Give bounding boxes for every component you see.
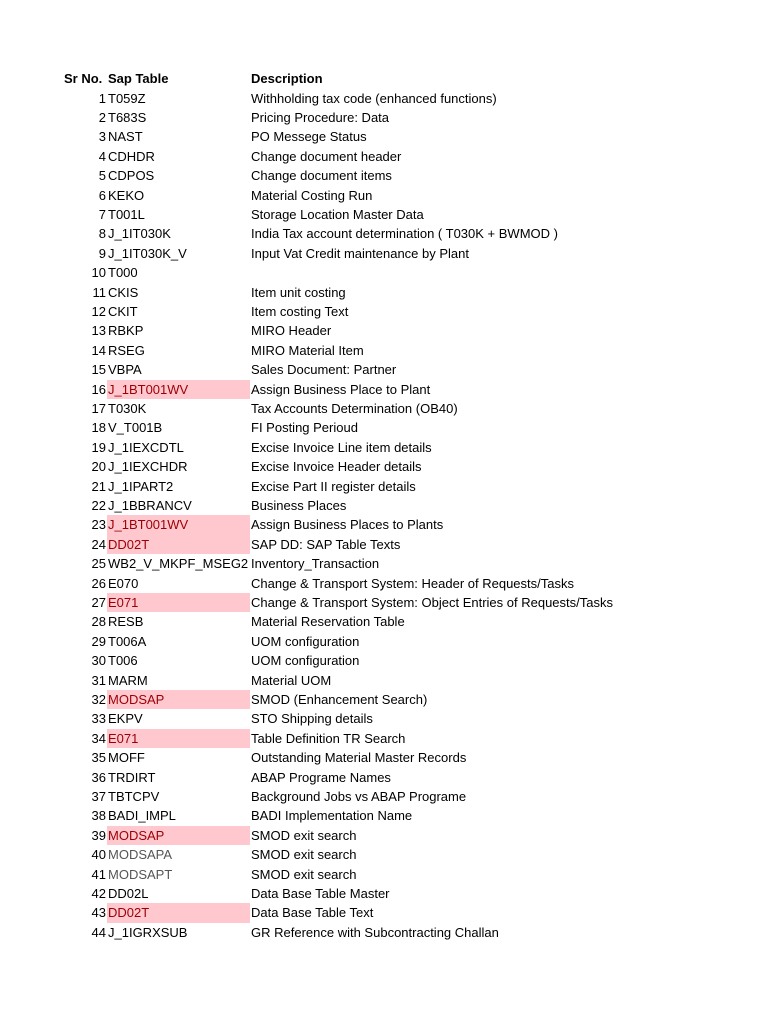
- row-sap-table: CKIS: [108, 284, 139, 300]
- table-row: [0, 147, 768, 166]
- row-sr-no: 16: [91, 381, 106, 397]
- row-description: PO Messege Status: [251, 129, 367, 145]
- row-description: Excise Invoice Header details: [251, 459, 422, 475]
- row-description: SMOD exit search: [251, 827, 357, 843]
- row-sr-no: 35: [91, 750, 106, 766]
- row-sap-table: EKPV: [108, 711, 143, 727]
- row-description: Material Costing Run: [251, 187, 373, 203]
- row-sr-no: 28: [91, 614, 106, 630]
- row-sap-table: T059Z: [108, 90, 146, 106]
- table-row: [0, 477, 768, 496]
- row-description: Inventory_Transaction: [251, 556, 380, 572]
- row-sr-no: 3: [98, 129, 106, 145]
- row-sap-table: T000: [108, 265, 138, 281]
- row-sap-table: V_T001B: [108, 420, 163, 436]
- row-sr-no: 19: [91, 439, 106, 455]
- table-row: [0, 632, 768, 651]
- row-sr-no: 32: [91, 691, 106, 707]
- row-description: Assign Business Places to Plants: [251, 517, 444, 533]
- row-sr-no: 26: [91, 575, 106, 591]
- row-sr-no: 21: [91, 478, 106, 494]
- table-row: [0, 496, 768, 515]
- row-sr-no: 40: [91, 847, 106, 863]
- row-sr-no: 38: [91, 808, 106, 824]
- header-sr-no: Sr No.: [64, 71, 103, 86]
- row-sr-no: 15: [91, 362, 106, 378]
- row-description: SMOD (Enhancement Search): [251, 691, 428, 707]
- row-description: Input Vat Credit maintenance by Plant: [251, 245, 469, 261]
- row-sr-no: 9: [98, 245, 106, 261]
- row-sap-table: RESB: [108, 614, 144, 630]
- header-row: [0, 69, 768, 88]
- row-sap-table: MARM: [108, 672, 148, 688]
- row-description: SMOD exit search: [251, 866, 357, 882]
- table-row: [0, 768, 768, 787]
- row-sap-table: J_1BT001WV: [107, 515, 250, 534]
- row-sr-no: 20: [91, 459, 106, 475]
- table-row: [0, 826, 768, 845]
- row-sr-no: 27: [91, 594, 106, 610]
- row-sr-no: 36: [91, 769, 106, 785]
- table-row: [0, 399, 768, 418]
- row-sap-table: RBKP: [108, 323, 144, 339]
- row-description: SAP DD: SAP Table Texts: [251, 536, 401, 552]
- row-sr-no: 14: [91, 342, 106, 358]
- table-row: [0, 244, 768, 263]
- row-description: Change & Transport System: Header of Requests/Tasks: [251, 575, 574, 591]
- row-sr-no: 7: [98, 206, 106, 222]
- row-description: Pricing Procedure: Data: [251, 109, 390, 125]
- row-sap-table: E071: [107, 593, 250, 612]
- table-row: [0, 748, 768, 767]
- table-row: [0, 787, 768, 806]
- table-row: [0, 127, 768, 146]
- table-row: [0, 186, 768, 205]
- row-sap-table: E070: [108, 575, 139, 591]
- row-sr-no: 5: [98, 168, 106, 184]
- row-sap-table: MODSAP: [107, 690, 250, 709]
- row-sr-no: 23: [91, 517, 106, 533]
- table-row: [0, 903, 768, 922]
- table-row: [0, 515, 768, 534]
- row-description: Item costing Text: [251, 303, 349, 319]
- table-row: [0, 302, 768, 321]
- row-description: Assign Business Place to Plant: [251, 381, 431, 397]
- row-sr-no: 6: [98, 187, 106, 203]
- row-sr-no: 18: [91, 420, 106, 436]
- row-sap-table: MODSAP: [107, 826, 250, 845]
- table-row: [0, 341, 768, 360]
- row-sap-table: CDHDR: [108, 148, 155, 164]
- table-row: [0, 224, 768, 243]
- row-sap-table: J_1IEXCHDR: [108, 459, 188, 475]
- row-sap-table: J_1IEXCDTL: [108, 439, 184, 455]
- row-sap-table: DD02T: [107, 903, 250, 922]
- table-row: [0, 845, 768, 864]
- table-row: [0, 690, 768, 709]
- table-row: [0, 593, 768, 612]
- table-row: [0, 671, 768, 690]
- table-row: [0, 457, 768, 476]
- row-sap-table: J_1IGRXSUB: [108, 924, 188, 940]
- row-description: Sales Document: Partner: [251, 362, 397, 378]
- row-description: STO Shipping details: [251, 711, 373, 727]
- row-sr-no: 33: [91, 711, 106, 727]
- row-description: Item unit costing: [251, 284, 346, 300]
- row-sap-table: J_1IPART2: [108, 478, 174, 494]
- table-row: [0, 418, 768, 437]
- row-description: Change & Transport System: Object Entries of Requests/Tasks: [251, 594, 613, 610]
- table-row: [0, 535, 768, 554]
- row-description: Data Base Table Text: [251, 905, 374, 921]
- table-row: [0, 865, 768, 884]
- row-sap-table: NAST: [108, 129, 143, 145]
- row-sap-table: T001L: [108, 206, 145, 222]
- row-sr-no: 8: [98, 226, 106, 242]
- table-row: [0, 806, 768, 825]
- row-sap-table: VBPA: [108, 362, 142, 378]
- row-description: Background Jobs vs ABAP Programe: [251, 788, 467, 804]
- row-sr-no: 25: [91, 556, 106, 572]
- table-row: [0, 166, 768, 185]
- row-description: FI Posting Perioud: [251, 420, 358, 436]
- row-description: GR Reference with Subcontracting Challan: [251, 924, 499, 940]
- table-row: [0, 709, 768, 728]
- table-row: [0, 884, 768, 903]
- row-sap-table: RSEG: [108, 342, 145, 358]
- row-description: Storage Location Master Data: [251, 206, 424, 222]
- table-row: [0, 438, 768, 457]
- row-sap-table: J_1IT030K_V: [108, 245, 187, 261]
- row-sap-table: TRDIRT: [108, 769, 156, 785]
- table-row: [0, 205, 768, 224]
- row-sap-table: CDPOS: [108, 168, 155, 184]
- table-row: [0, 612, 768, 631]
- row-sap-table: J_1BBRANCV: [108, 497, 192, 513]
- row-sap-table: MOFF: [108, 750, 145, 766]
- table-row: [0, 108, 768, 127]
- row-description: Tax Accounts Determination (OB40): [251, 400, 458, 416]
- row-description: India Tax account determination ( T030K + BWMOD ): [251, 226, 558, 242]
- row-sr-no: 29: [91, 633, 106, 649]
- table-row: [0, 380, 768, 399]
- row-sap-table: CKIT: [108, 303, 138, 319]
- table-row: [0, 729, 768, 748]
- row-sap-table: KEKO: [108, 187, 145, 203]
- table-row: [0, 263, 768, 282]
- row-sap-table: TBTCPV: [108, 788, 160, 804]
- row-description: ABAP Programe Names: [251, 769, 391, 785]
- row-description: Material UOM: [251, 672, 332, 688]
- row-sr-no: 17: [91, 400, 106, 416]
- row-description: Excise Invoice Line item details: [251, 439, 432, 455]
- row-description: MIRO Material Item: [251, 342, 364, 358]
- row-sr-no: 42: [91, 885, 106, 901]
- row-sap-table: E071: [107, 729, 250, 748]
- row-sr-no: 30: [91, 653, 106, 669]
- row-sr-no: 43: [91, 905, 106, 921]
- row-sr-no: 22: [91, 497, 106, 513]
- row-sr-no: 4: [98, 148, 106, 164]
- table-row: [0, 283, 768, 302]
- row-sap-table: MODSAPA: [108, 847, 173, 863]
- table-row: [0, 89, 768, 108]
- row-sr-no: 31: [91, 672, 106, 688]
- row-description: UOM configuration: [251, 633, 360, 649]
- header-description: Description: [251, 71, 323, 86]
- row-sr-no: 24: [91, 536, 106, 552]
- row-sr-no: 2: [98, 109, 106, 125]
- row-sr-no: 44: [91, 924, 106, 940]
- row-sr-no: 13: [91, 323, 106, 339]
- row-description: UOM configuration: [251, 653, 360, 669]
- row-description: Outstanding Material Master Records: [251, 750, 467, 766]
- row-description: Table Definition TR Search: [251, 730, 406, 746]
- row-sap-table: BADI_IMPL: [108, 808, 176, 824]
- row-sr-no: 10: [91, 265, 106, 281]
- row-description: Material Reservation Table: [251, 614, 405, 630]
- row-description: Withholding tax code (enhanced functions): [251, 90, 497, 106]
- row-sap-table: MODSAPT: [108, 866, 173, 882]
- row-sr-no: 34: [91, 730, 106, 746]
- row-sr-no: 12: [91, 303, 106, 319]
- header-sap-table: Sap Table: [108, 71, 169, 86]
- row-description: Data Base Table Master: [251, 885, 390, 901]
- table-row: [0, 923, 768, 942]
- table-row: [0, 574, 768, 593]
- row-sap-table: DD02L: [108, 885, 149, 901]
- row-sr-no: 11: [92, 284, 106, 300]
- row-description: Change document items: [251, 168, 392, 184]
- row-description: BADI Implementation Name: [251, 808, 413, 824]
- row-sr-no: 39: [91, 827, 106, 843]
- row-sr-no: 41: [91, 866, 106, 882]
- row-description: SMOD exit search: [251, 847, 357, 863]
- table-row: [0, 360, 768, 379]
- table-row: [0, 321, 768, 340]
- row-sap-table: J_1BT001WV: [107, 380, 250, 399]
- row-description: MIRO Header: [251, 323, 332, 339]
- row-sap-table: J_1IT030K: [108, 226, 171, 242]
- row-sap-table: DD02T: [107, 535, 250, 554]
- row-sap-table: T030K: [108, 400, 147, 416]
- row-description: Business Places: [251, 497, 347, 513]
- row-sr-no: 1: [98, 90, 106, 106]
- row-description: Change document header: [251, 148, 402, 164]
- row-description: [251, 263, 531, 282]
- row-sr-no: 37: [91, 788, 106, 804]
- row-sap-table: T683S: [108, 109, 147, 125]
- row-sap-table: T006A: [108, 633, 147, 649]
- table-row: [0, 651, 768, 670]
- row-sap-table: T006: [108, 653, 138, 669]
- table-row: [0, 554, 768, 573]
- row-description: Excise Part II register details: [251, 478, 416, 494]
- row-sap-table: WB2_V_MKPF_MSEG2: [108, 556, 249, 572]
